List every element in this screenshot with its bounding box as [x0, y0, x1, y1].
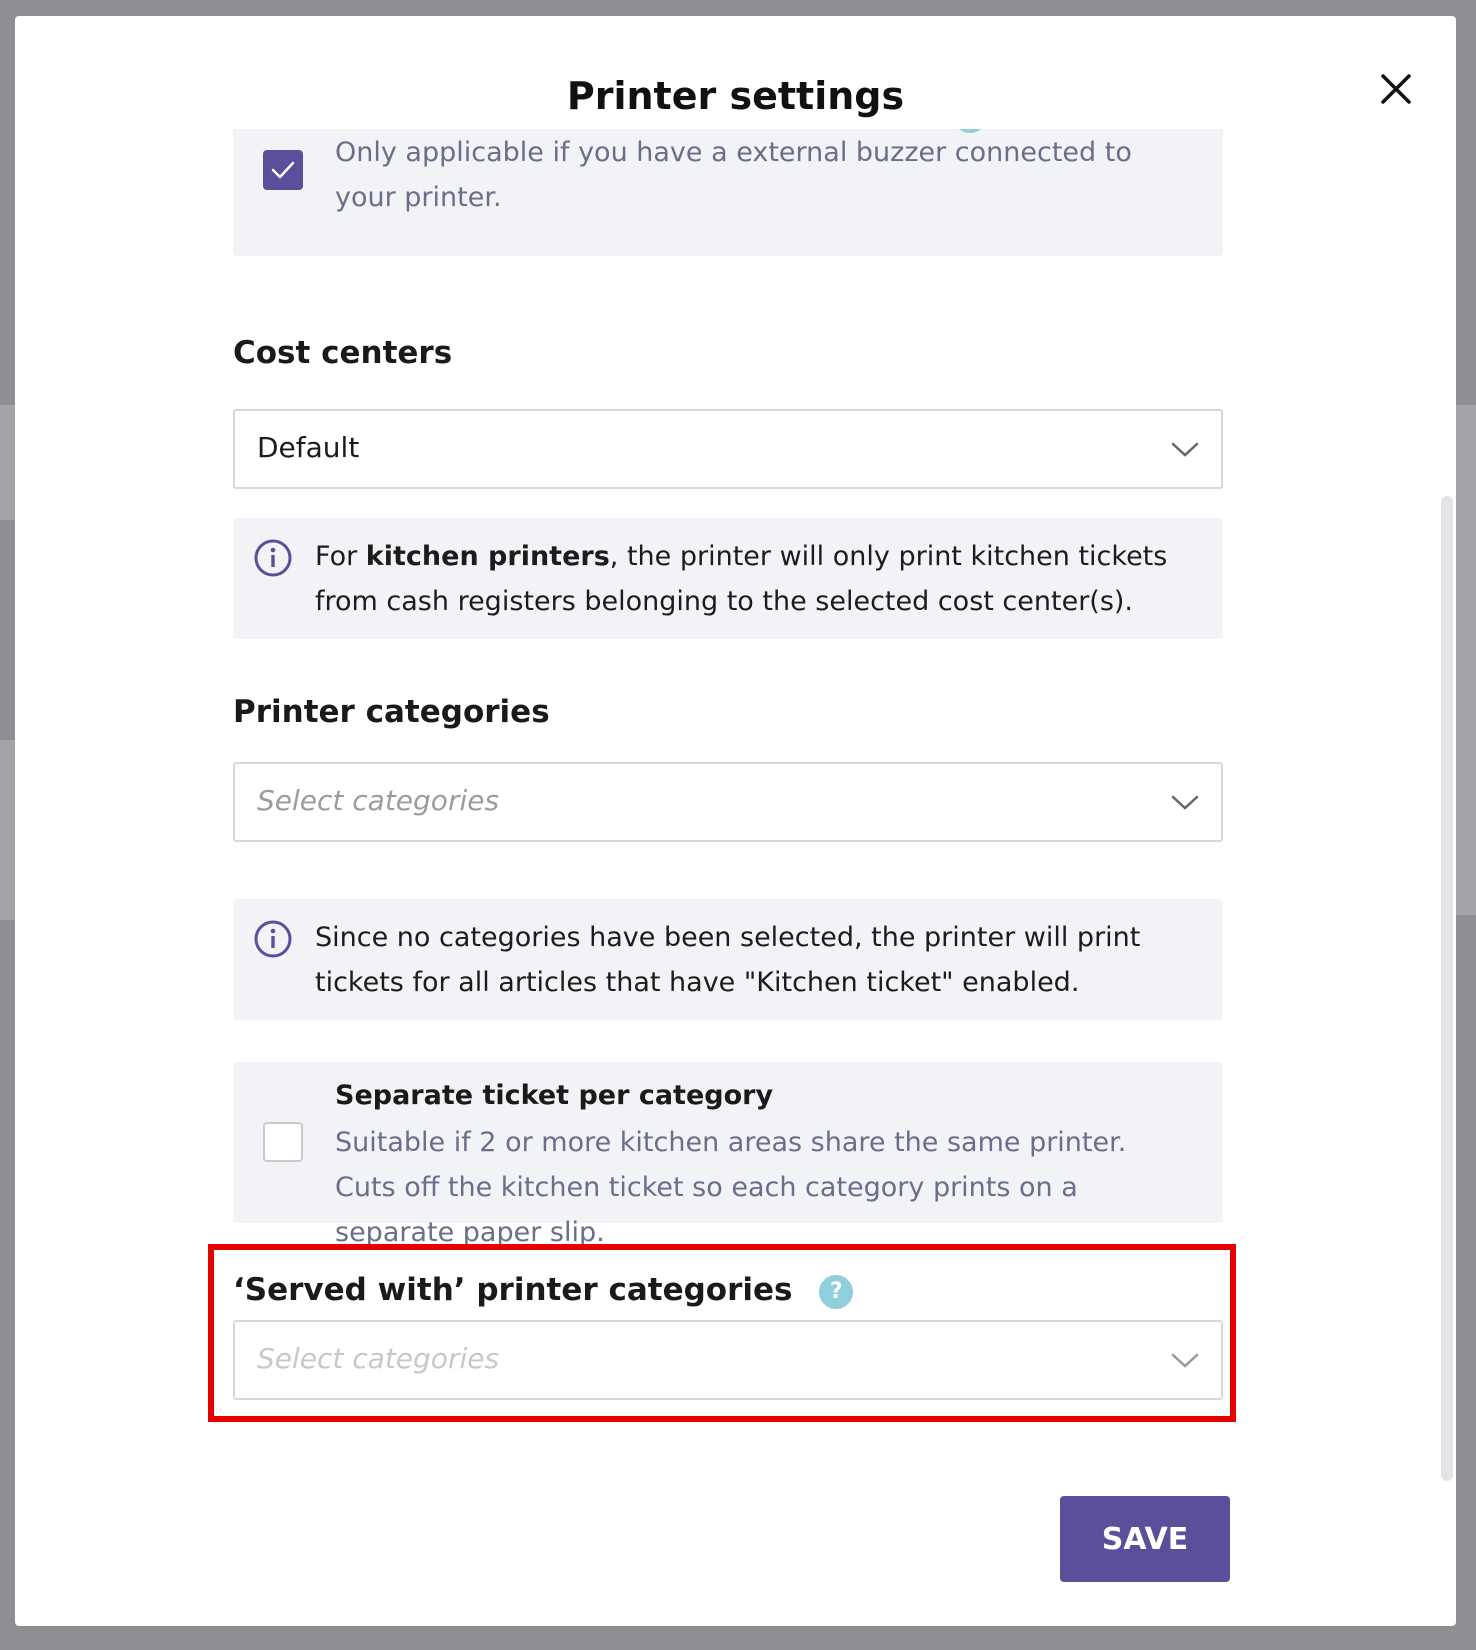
separate-ticket-title: Separate ticket per category [335, 1080, 774, 1111]
separate-ticket-checkbox[interactable] [263, 1122, 303, 1162]
info-icon [253, 919, 293, 959]
check-icon [263, 150, 303, 190]
modal-title: Printer settings [566, 74, 905, 118]
printer-categories-placeholder: Select categories [257, 784, 500, 817]
printer-settings-modal [15, 16, 1456, 1626]
audio-signal-description: Only applicable if you have a external buzzer connected to your printer. [335, 137, 1132, 213]
cost-centers-value: Default [257, 431, 360, 464]
info-icon [253, 538, 293, 578]
served-with-placeholder: Select categories [257, 1342, 500, 1375]
modal-scroll-area[interactable] [15, 129, 1456, 1449]
chevron-down-icon [1171, 435, 1199, 463]
cost-centers-label: Cost centers [233, 335, 453, 371]
separate-ticket-panel [233, 1062, 1223, 1248]
cost-centers-select[interactable] [233, 409, 1223, 489]
background-strip [0, 740, 15, 920]
printer-categories-info [233, 899, 1223, 1020]
printer-categories-label: Printer categories [233, 694, 550, 730]
separate-ticket-description: Suitable if 2 or more kitchen areas share the same printer. Cuts off the kitchen ticket so each category prints on a separate paper slip. [335, 1127, 1127, 1248]
served-with-label: ‘Served with’ printer categories ? [233, 1272, 853, 1309]
audio-signal-checkbox[interactable] [263, 150, 303, 190]
chevron-down-icon [1171, 788, 1199, 816]
highlight-box [208, 1244, 1236, 1422]
printer-categories-info-text: Since no categories have been selected, the printer will print tickets for all articles that have "Kitchen ticket" enabled. [315, 922, 1141, 998]
cost-centers-info [233, 518, 1223, 639]
background-strip [1456, 405, 1476, 915]
scrollbar[interactable] [1441, 496, 1453, 1481]
close-button[interactable] [1373, 66, 1419, 112]
help-icon[interactable]: ? [819, 1275, 853, 1309]
cost-centers-info-text: For kitchen printers, the printer will only print kitchen tickets from cash registers belonging to the selected cost center(s). [315, 541, 1168, 617]
save-button[interactable]: SAVE [1060, 1496, 1230, 1582]
background-strip [0, 405, 15, 520]
close-icon [1380, 73, 1412, 105]
printer-categories-select[interactable] [233, 762, 1223, 842]
audio-signal-panel [233, 129, 1223, 256]
